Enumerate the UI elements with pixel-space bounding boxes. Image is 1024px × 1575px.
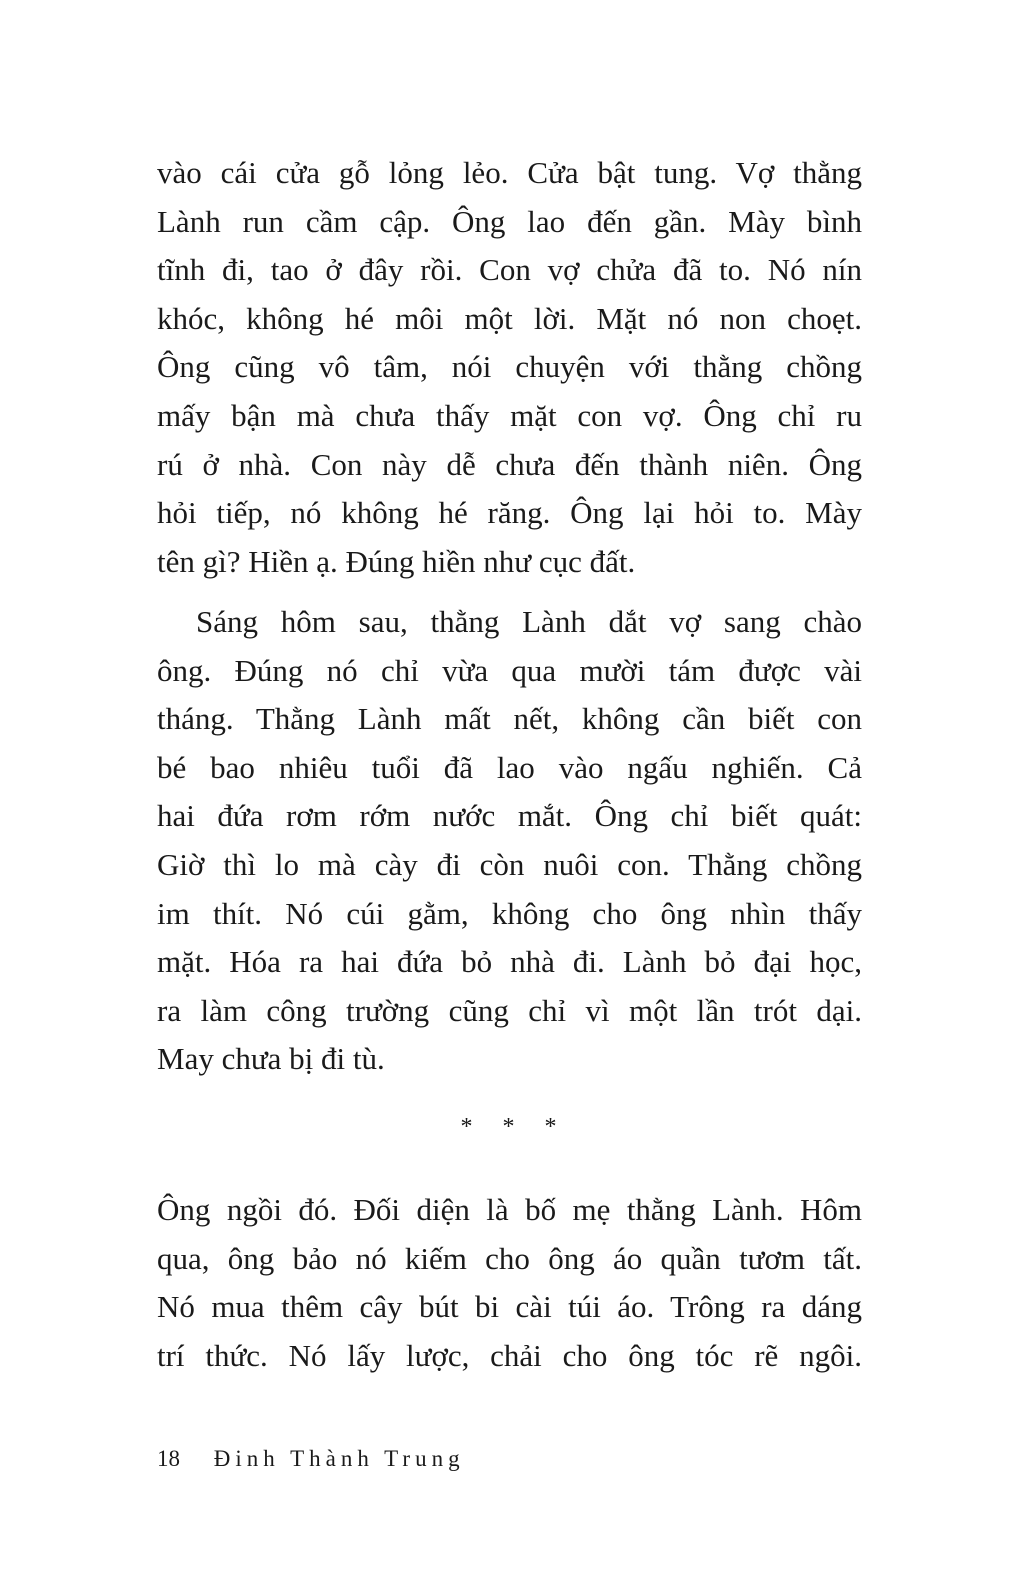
text-line: khóc, không hé môi một lời. Mặt nó non choẹt. [157,300,862,336]
text-line: mặt. Hóa ra hai đứa bỏ nhà đi. Lành bỏ đại học, [157,944,862,980]
text-line: Nó mua thêm cây bút bi cài túi áo. Trông ra dáng [157,1289,862,1325]
paragraph-3 [157,1186,862,1380]
text-line: qua, ông bảo nó kiếm cho ông áo quần tươm tất. [157,1240,862,1276]
paragraph-1 [157,149,862,586]
section-break: * * * [460,1114,569,1140]
text-line: im thít. Nó cúi gằm, không cho ông nhìn thấy [157,895,862,931]
text-line: tháng. Thằng Lành mất nết, không cần biết con [157,701,862,737]
text-line: tĩnh đi, tao ở đây rồi. Con vợ chửa đã to. Nó nín [157,252,862,288]
text-line: trí thức. Nó lấy lược, chải cho ông tóc rẽ ngôi. [157,1337,862,1373]
text-line: rú ở nhà. Con này dễ chưa đến thành niên. Ông [157,446,862,482]
paragraph-2 [157,598,862,1084]
text-line: Ông ngồi đó. Đối diện là bố mẹ thằng Lành. Hôm [157,1192,862,1227]
text-line: ra làm công trường cũng chỉ vì một lần trót dại. [157,992,862,1028]
text-line: hai đứa rơm rớm nước mắt. Ông chỉ biết quát: [157,798,862,834]
text-line: May chưa bị đi tù. [157,1041,385,1077]
text-line: Ông cũng vô tâm, nói chuyện với thằng chồng [157,349,862,385]
text-line: Giờ thì lo mà cày đi còn nuôi con. Thằng chồng [157,846,862,882]
text-line: Lành run cầm cập. Ông lao đến gần. Mày bình [157,203,862,239]
text-line: Sáng hôm sau, thằng Lành dắt vợ sang chào [196,604,862,639]
text-line: tên gì? Hiền ạ. Đúng hiền như cục đất. [157,543,636,579]
text-line: ông. Đúng nó chỉ vừa qua mười tám được vài [157,652,862,688]
text-line: hỏi tiếp, nó không hé răng. Ông lại hỏi to. Mày [157,495,862,531]
text-line: mấy bận mà chưa thấy mặt con vợ. Ông chỉ ru [157,397,862,433]
page-number: 18 [157,1446,180,1471]
text-line: vào cái cửa gỗ lỏng lẻo. Cửa bật tung. Vợ thằng [157,155,862,190]
author-name: Đinh Thành Trung [213,1446,465,1471]
text-line: bé bao nhiêu tuổi đã lao vào ngấu nghiến. Cả [157,749,862,785]
page-footer [157,1446,465,1472]
